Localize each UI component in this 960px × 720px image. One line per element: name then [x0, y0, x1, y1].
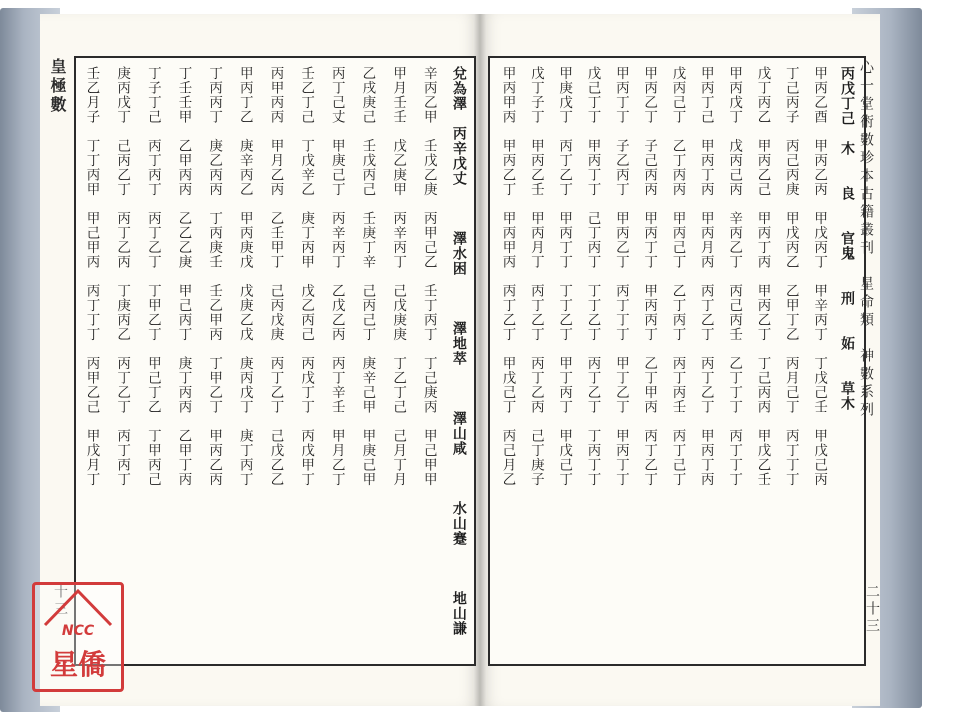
text-column: 戊丙己丁 乙丁丙丙 甲丙己丁 乙丁丙丁 丙丁丙壬 丙丁己丁: [669, 66, 686, 487]
text-column: 甲丙丁丁 子乙丙丁 甲丙乙丁 丙丁丁丁 甲丁乙丁 甲丙丁丁: [612, 66, 629, 487]
right-page: [480, 14, 880, 706]
text-column: 丙丁己丈 甲庚己丁 丙辛丙丁 乙戊乙丙 丙丁辛壬 甲月乙丁: [328, 66, 345, 487]
text-column: 戊己丁丁 甲丙丁丁 己丁丙丁 丁丁乙丁 丙丁乙丁 丁丙丁丁: [584, 66, 601, 487]
page-number-right: 二十三: [864, 584, 880, 635]
text-column: 丁子丁己 丙丁丙丁 丙丁乙丁 丁甲乙丁 甲己丁乙 丁甲丙己: [144, 66, 161, 487]
text-column: 甲庚戊丁 丙丁乙丁 甲丙丁丁 丁丁乙丁 甲丁丙丁 甲戊己丁: [556, 66, 573, 487]
text-column: 甲丙乙酉 甲丙乙丙 甲戊丙丁 甲辛丙丁 丁戊己壬 甲戊己丙: [811, 66, 828, 487]
text-column: 丙戊丁己 木 良 官鬼 刑 妬 草木: [838, 66, 855, 411]
text-frame-right: [488, 56, 866, 666]
text-column: 丙甲丙丙 甲月乙丙 乙壬甲丁 己丙戊庚 丙丁乙丁 己戊乙乙: [267, 66, 284, 487]
series-title: 心一堂術數珍本古籍叢刊 星命類 神數系列: [858, 60, 874, 420]
seal-latin-text: NCC: [61, 623, 95, 639]
text-column: 丁丙丙丁 庚乙丙丙 丁丙庚壬 壬乙甲丙 丁甲乙丁 甲丙乙丙: [206, 66, 223, 487]
text-column: 戊丁子丁 甲丙乙壬 甲丙月丁 丙丁乙丁 丙丁乙丙 己丁庚子: [527, 66, 544, 487]
text-column: 甲月壬壬 戊乙庚甲 丙辛丙丁 己戊庚庚 丁乙丁己 己月丁月: [390, 66, 407, 487]
text-column: 丁壬壬甲 乙甲丙丙 乙乙乙庚 甲己丙丁 庚丁丙丙 乙甲丁丙: [175, 66, 192, 487]
text-columns-left: [84, 66, 466, 656]
text-column: 甲丙甲丙 甲丙乙丁 甲丙甲丙 丙丁乙丁 甲戊己丁 丙己月乙: [499, 66, 516, 487]
text-frame-left: [74, 56, 476, 666]
publisher-seal: [32, 582, 124, 692]
text-columns-right: [500, 66, 854, 656]
text-column: 戊丁丙乙 甲丙乙己 甲丙丁丙 甲丙乙丁 丁己丙丙 甲戊乙壬: [754, 66, 771, 487]
text-column: 壬乙月子 丁丁丙甲 甲己甲丙 丙丁丁丁 丙甲乙己 甲戊月丁: [83, 66, 100, 487]
text-column: 辛丙乙甲 壬戊乙庚 丙甲己乙 壬丁丙丁 丁己庚丙 甲己甲甲: [420, 66, 437, 487]
text-column: 甲丙戊丁 戊丙己丙 辛丙乙丁 丙己丙壬 乙丁丁丁 丙丁丁丁: [726, 66, 743, 487]
running-title: 皇極數: [48, 58, 67, 115]
text-column: 甲丙丁己 甲丙丁丙 甲丙月丙 丙丁乙丁 丙丁乙丁 甲丙丁丙: [697, 66, 714, 487]
text-column: 庚丙戊丁 己丙乙丁 丙丁乙丙 丁庚丙乙 丙丁乙丁 丙丁丙丁: [114, 66, 131, 487]
seal-chinese-text: 星僑: [49, 648, 106, 681]
page-number-left: 十三: [52, 584, 68, 618]
text-column: 甲丙乙丁 子己丙丙 甲丙丁丁 甲丙丙丁 乙丁甲丙 丙丁乙丁: [641, 66, 658, 487]
text-column: 丁己丙子 丙己丙庚 甲戊丙乙 乙甲丁乙 丙月己丁 丙丁丁丁: [782, 66, 799, 487]
text-column: 乙戌庚己 壬戊丙己 壬庚丁辛 己丙己丁 庚辛己甲 甲庚己甲: [359, 66, 376, 487]
text-column: 壬乙丁己 丁戊辛乙 庚丁丙甲 戊乙丙己 丙戊丁丁 丙戊甲丁: [298, 66, 315, 487]
text-column: 甲丙丁乙 庚辛丙乙 甲丙庚戊 戊庚乙戊 庚丙戊丁 庚丁丙丁: [236, 66, 253, 487]
text-column: 兌為澤 丙辛戊丈 澤水困 澤地萃 澤山咸 水山蹇 地山謙: [450, 66, 467, 636]
book-gutter: [474, 14, 486, 706]
